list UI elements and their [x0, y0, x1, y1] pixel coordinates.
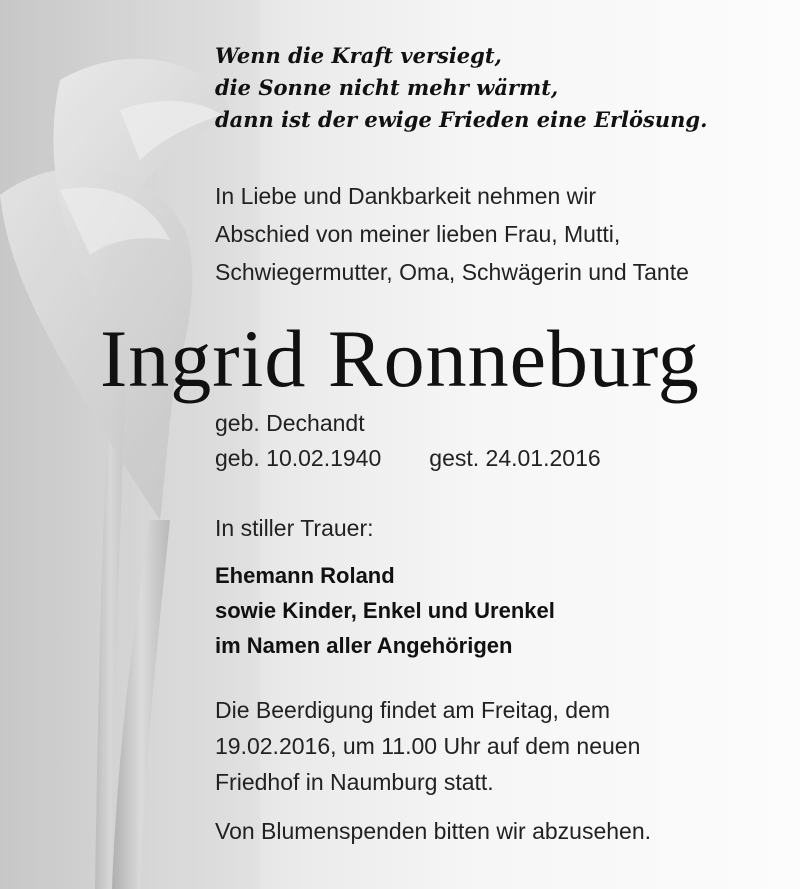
motto-line: dann ist der ewige Frieden eine Erlösung. — [215, 107, 708, 132]
motto-line: die Sonne nicht mehr wärmt, — [215, 75, 559, 100]
birth-date: geb. 10.02.1940 — [215, 445, 382, 471]
motto-line: Wenn die Kraft versiegt, — [215, 43, 502, 68]
mourner-line: im Namen aller Angehörigen — [215, 633, 513, 658]
motto — [215, 40, 707, 136]
death-date: gest. 24.01.2016 — [429, 445, 601, 471]
deceased-name: Ingrid Ronneburg — [100, 313, 700, 404]
funeral-line: 19.02.2016, um 11.00 Uhr auf dem neuen — [215, 733, 641, 759]
flowers-note: Von Blumenspenden bitten wir abzusehen. — [215, 818, 652, 844]
intro-line: Schwiegermutter, Oma, Schwägerin und Tante — [215, 259, 689, 285]
funeral-line: Die Beerdigung findet am Freitag, dem — [215, 697, 611, 723]
mourner-line: Ehemann Roland — [215, 563, 395, 588]
mourners-list — [215, 558, 555, 663]
funeral-info — [215, 692, 640, 800]
intro-line: In Liebe und Dankbarkeit nehmen wir — [215, 183, 597, 209]
intro-line: Abschied von meiner lieben Frau, Mutti, — [215, 221, 621, 247]
life-dates — [215, 445, 601, 472]
mourner-line: sowie Kinder, Enkel und Urenkel — [215, 598, 555, 623]
birth-name: geb. Dechandt — [215, 410, 365, 436]
mourning-label: In stiller Trauer: — [215, 515, 374, 541]
intro-text — [215, 177, 689, 291]
funeral-line: Friedhof in Naumburg statt. — [215, 769, 494, 795]
